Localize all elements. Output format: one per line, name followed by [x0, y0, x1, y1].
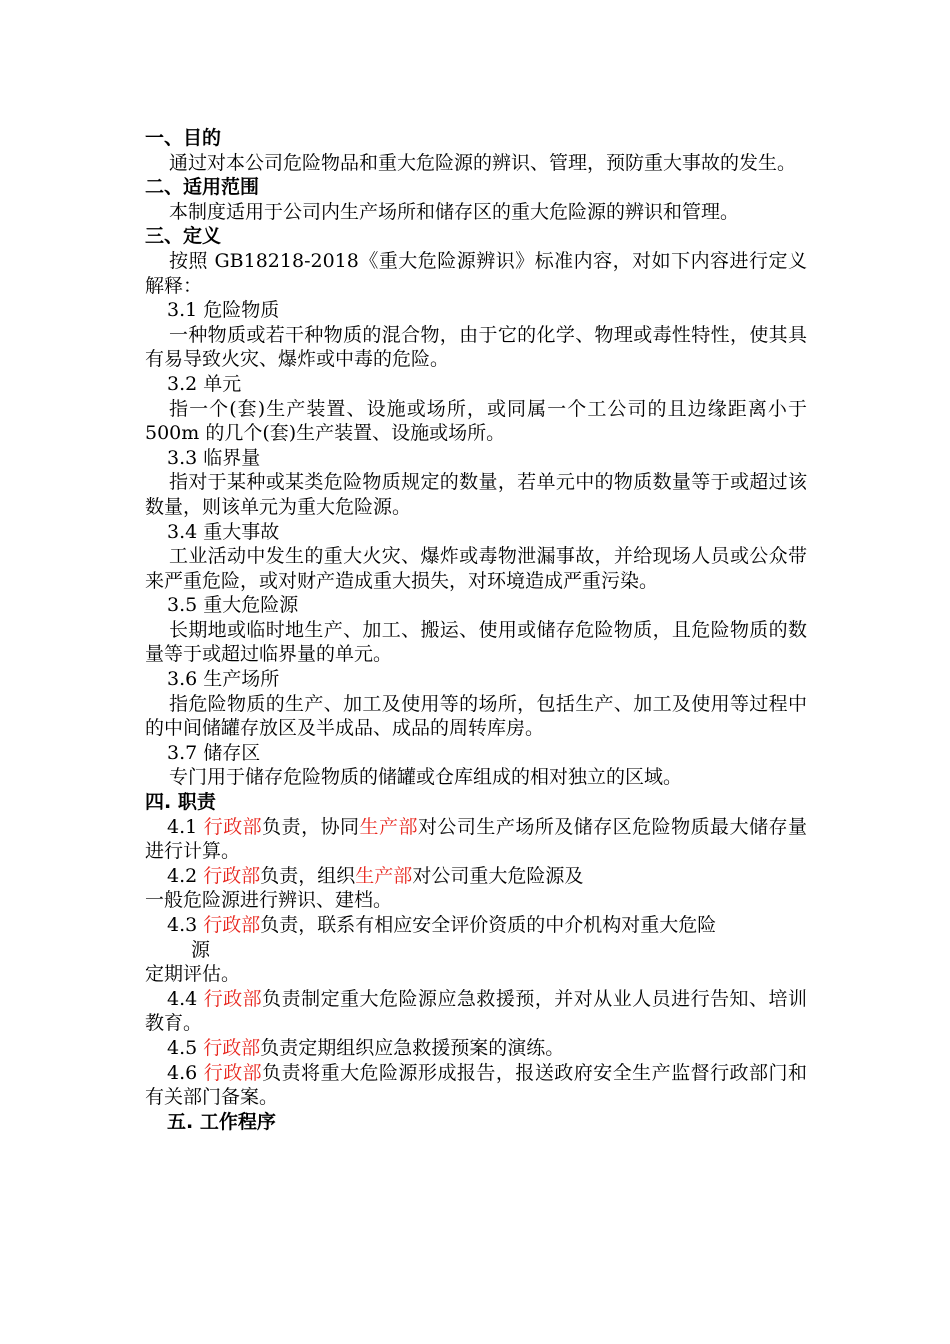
- dept-production: 生产部: [355, 864, 413, 887]
- dept-admin: 行政部: [203, 1036, 261, 1059]
- dept-admin: 行政部: [203, 815, 263, 838]
- section-2-text: 本制度适用于公司内生产场所和储存区的重大危险源的辨识和管理。: [169, 200, 740, 223]
- duty-4-2-continuation: 一般危险源进行辨识、建档。: [145, 889, 393, 912]
- definition-3-4-label: 3.4 重大事故: [167, 520, 280, 543]
- duty-4-5: [145, 1036, 807, 1061]
- definition-3-3-text: 指对于某种或某类危险物质规定的数量，若单元中的物质数量等于或超过该数量，则该单元为重大危险源。: [145, 471, 807, 518]
- definition-3-7-text: 专门用于储存危险物质的储罐或仓库组成的相对独立的区域。: [169, 766, 683, 789]
- section-5-heading: 五. 工作程序: [167, 1110, 276, 1133]
- duty-4-3: [145, 913, 807, 938]
- duty-4-3-text-a: 负责，联系有相应安全评价资质的中介机构对重大危险: [260, 914, 717, 936]
- definition-3-2-text: 指一个(套)生产装置、设施或场所，或同属一个工公司的且边缘距离小于 500m 的几个(套)生产装置、设施或场所。: [145, 397, 807, 445]
- duty-4-4: [145, 987, 807, 1036]
- definition-3-3-label: 3.3 临界量: [167, 446, 261, 469]
- dept-admin: 行政部: [203, 1061, 263, 1084]
- definition-3-7-label: 3.7 储存区: [167, 741, 261, 764]
- duty-4-6-number: 4.6: [167, 1061, 204, 1084]
- definition-3-1-text: 一种物质或若干种物质的混合物，由于它的化学、物理或毒性特性，使其具有易导致火灾、爆炸或中毒的危险。: [145, 323, 807, 371]
- duty-4-6: [145, 1061, 807, 1110]
- section-2-heading: 二、适用范围: [145, 176, 260, 199]
- duty-4-1: [145, 815, 807, 864]
- duty-4-3-number: 4.3: [167, 914, 204, 936]
- document-body: [145, 126, 807, 1134]
- duty-4-4-text: 负责制定重大危险源应急救援预，并对从业人员进行告知、培训教育。: [145, 987, 807, 1035]
- definition-3-5-text: 长期地或临时地生产、加工、搬运、使用或储存危险物质，且危险物质的数量等于或超过临界量的单元。: [145, 618, 807, 666]
- definition-3-4-text: 工业活动中发生的重大火灾、爆炸或毒物泄漏事故，并给现场人员或公众带来严重危险，或对财产造成重大损失，对环境造成严重污染。: [145, 545, 807, 592]
- definition-3-1-label: 3.1 危险物质: [167, 299, 280, 322]
- duty-4-3-wrap: 源: [191, 938, 211, 961]
- duty-4-2-text-a: 负责，组织: [260, 864, 356, 887]
- dept-admin: 行政部: [203, 987, 263, 1010]
- definition-3-2-label: 3.2 单元: [167, 372, 242, 395]
- duty-4-2: [145, 864, 807, 889]
- duty-4-1-number: 4.1: [167, 815, 204, 838]
- duty-4-1-text-a: 负责，协同: [262, 815, 360, 838]
- duty-4-1-text-b: 对公司生产场所及储存区危险物质最大储存量进行计算。: [145, 815, 807, 863]
- duty-4-3-continuation: 定期评估。: [145, 963, 241, 986]
- definition-3-5-label: 3.5 重大危险源: [167, 594, 299, 617]
- section-3-text: 按照 GB18218-2018《重大危险源辨识》标准内容，对如下内容进行定义解释：: [145, 249, 807, 297]
- dept-production: 生产部: [359, 815, 418, 838]
- section-1-text: 通过对本公司危险物品和重大危险源的辨识、管理，预防重大事故的发生。: [169, 151, 797, 174]
- duty-4-2-text-b: 对公司重大危险源及: [412, 864, 584, 887]
- definition-3-6-label: 3.6 生产场所: [167, 668, 280, 691]
- duty-4-5-text: 负责定期组织应急救援预案的演练。: [260, 1036, 565, 1059]
- duty-4-6-text: 负责将重大危险源形成报告，报送政府安全生产监督行政部门和有关部门备案。: [145, 1061, 807, 1109]
- section-1-heading: 一、目的: [145, 127, 222, 149]
- section-3-heading: 三、定义: [145, 225, 222, 248]
- duty-4-2-number: 4.2: [167, 864, 204, 887]
- section-4-heading: 四. 职责: [145, 791, 216, 814]
- dept-admin: 行政部: [203, 864, 261, 887]
- definition-3-6-text: 指危险物质的生产、加工及使用等的场所，包括生产、加工及使用等过程中的中间储罐存放区及半成品、成品的周转库房。: [145, 692, 807, 740]
- duty-4-4-number: 4.4: [167, 987, 204, 1010]
- duty-4-5-number: 4.5: [167, 1036, 204, 1059]
- dept-admin: 行政部: [203, 914, 261, 936]
